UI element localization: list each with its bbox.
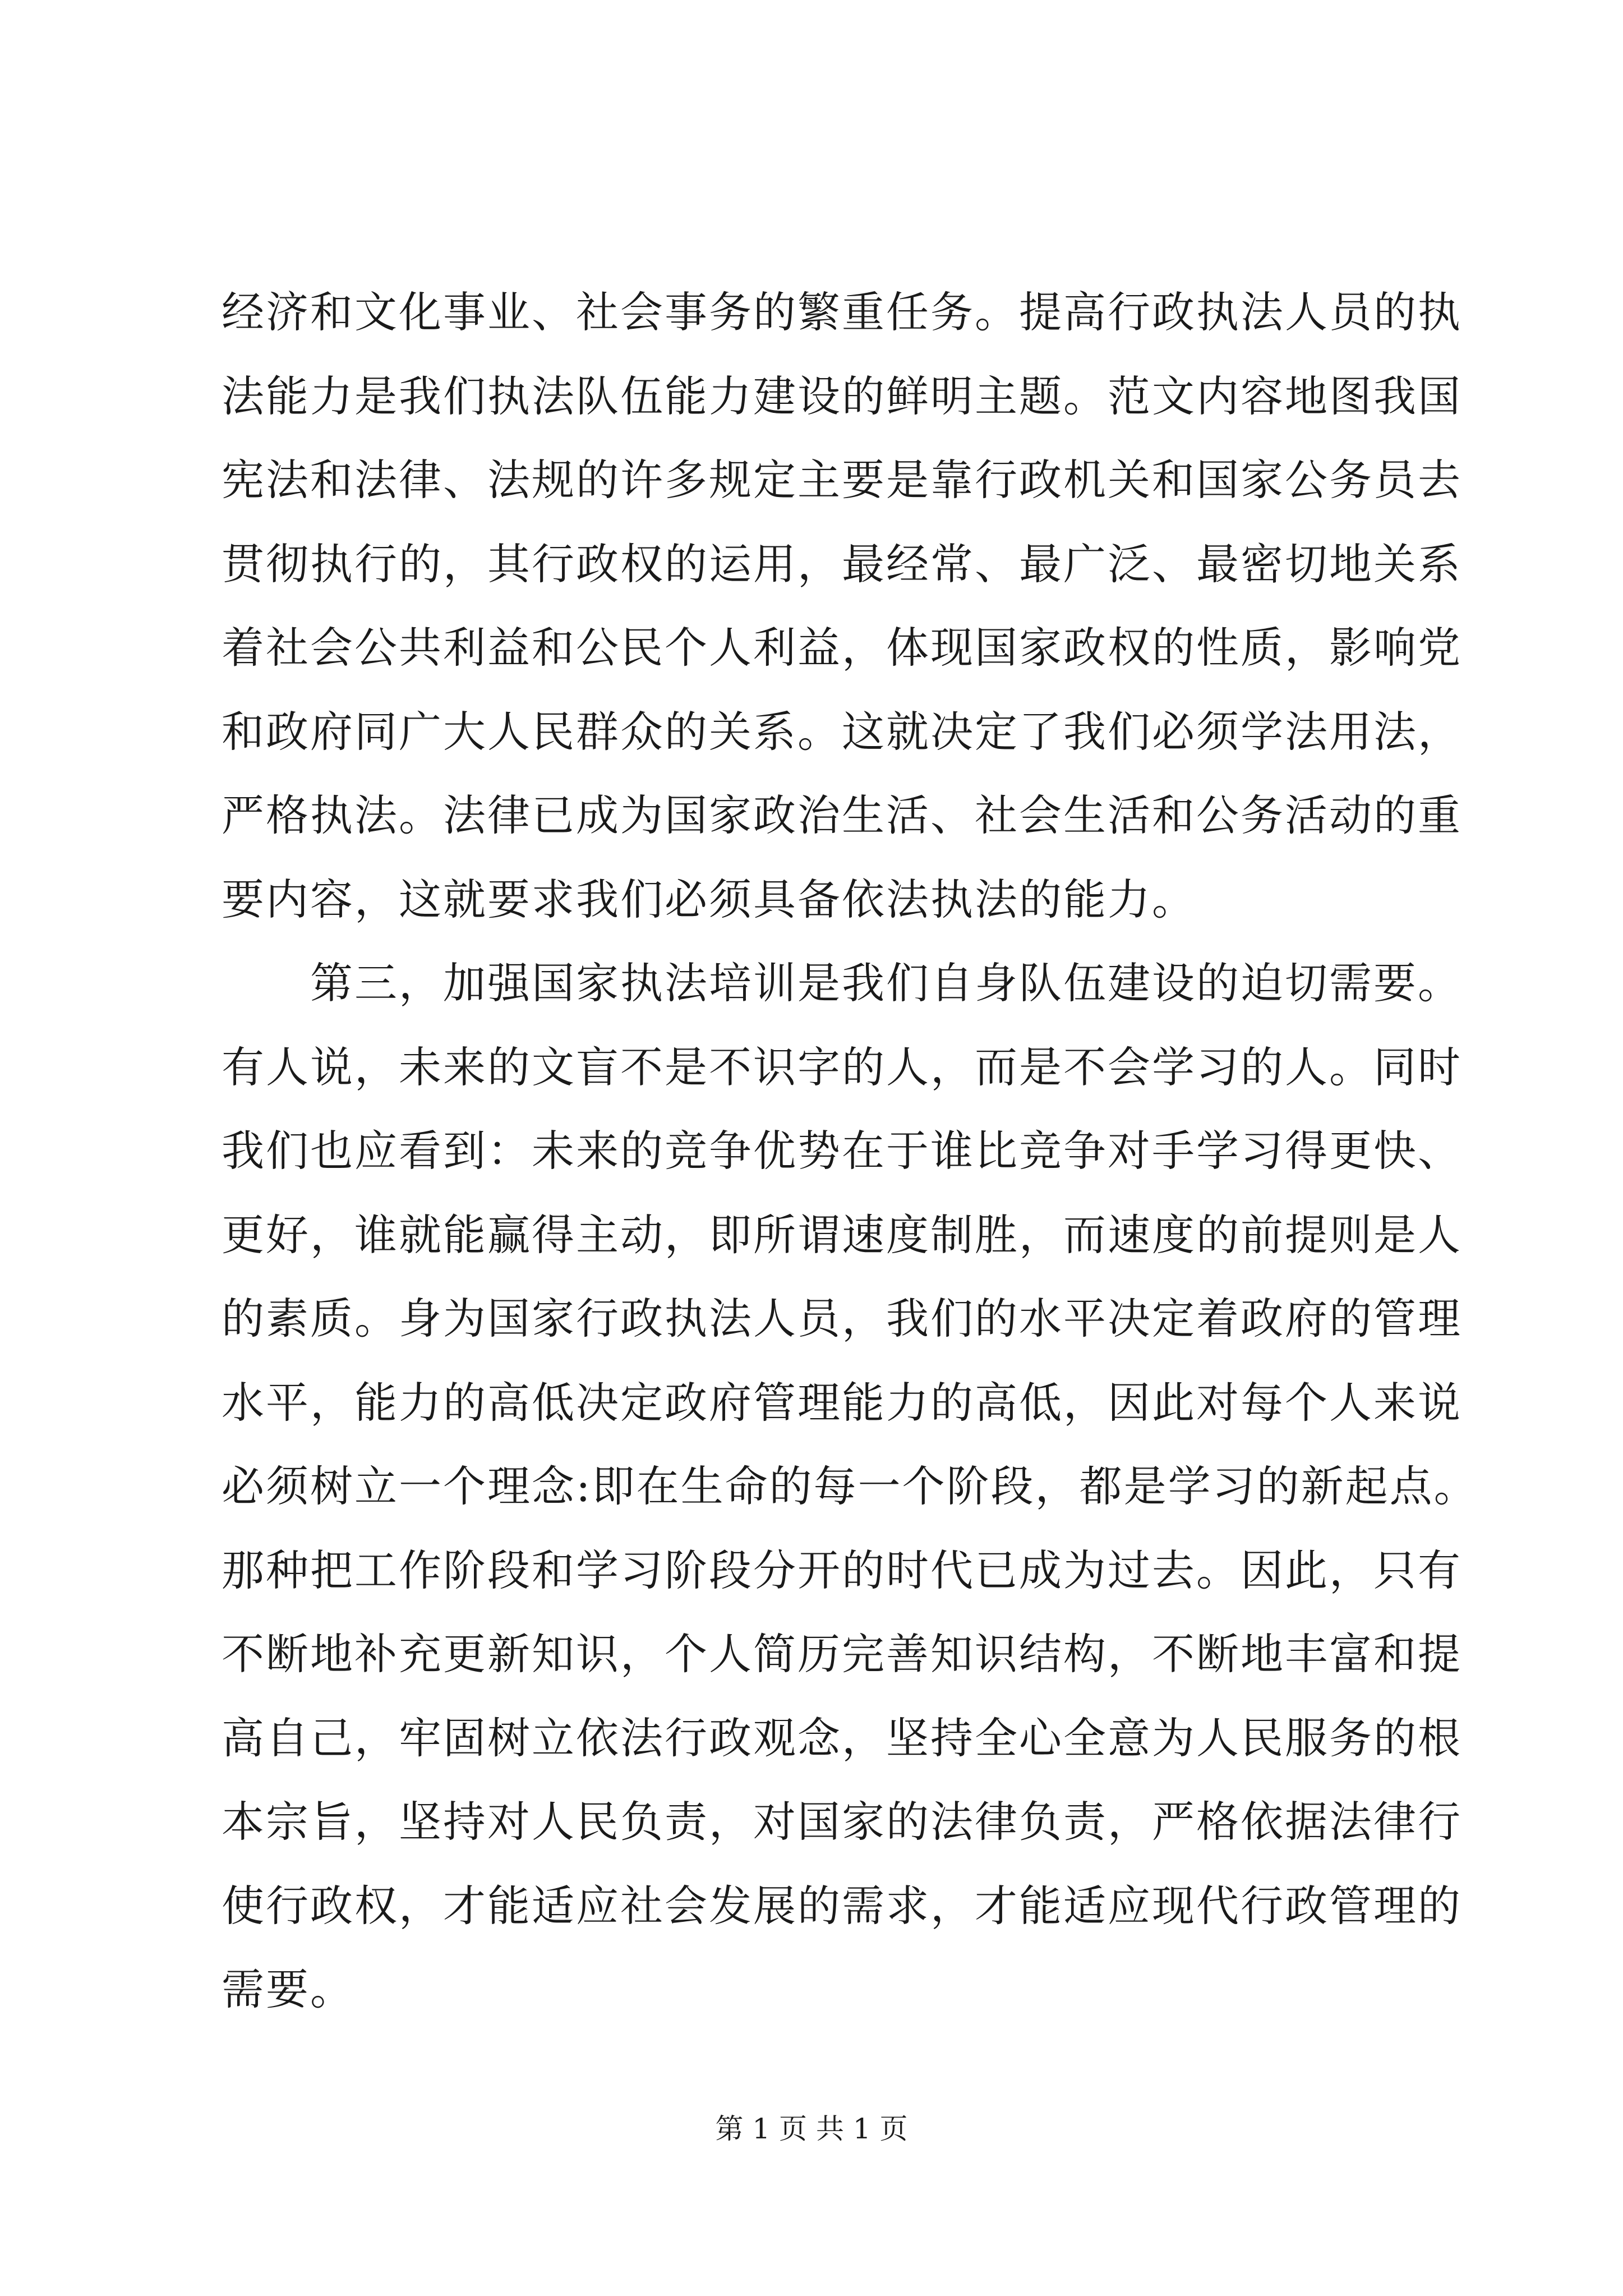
text-line: 宪法和法律、法规的许多规定主要是靠行政机关和国家公务员去 xyxy=(222,455,1462,505)
text-line: 不断地补充更新知识，个人简历完善知识结构，不断地丰富和提 xyxy=(222,1629,1462,1679)
text-line: 法能力是我们执法队伍能力建设的鲜明主题。范文内容地图我国 xyxy=(222,371,1462,421)
text-line: 必须树立一个理念:即在生命的每一个阶段，都是学习的新起点。 xyxy=(222,1461,1478,1511)
text-line: 和政府同广大人民群众的关系。这就决定了我们必须学法用法， xyxy=(222,706,1462,757)
text-line: 经济和文化事业、社会事务的繁重任务。提高行政执法人员的执 xyxy=(222,287,1462,337)
text-line: 本宗旨，坚持对人民负责，对国家的法律负责，严格依据法律行 xyxy=(222,1797,1462,1847)
text-line: 严格执法。法律已成为国家政治生活、社会生活和公务活动的重 xyxy=(222,790,1462,840)
text-line: 贯彻执行的，其行政权的运用，最经常、最广泛、最密切地关系 xyxy=(222,539,1462,589)
text-line: 要内容，这就要求我们必须具备依法执法的能力。 xyxy=(222,874,1196,924)
text-line: 使行政权，才能适应社会发展的需求，才能适应现代行政管理的 xyxy=(222,1880,1462,1931)
text-line: 的素质。身为国家行政执法人员，我们的水平决定着政府的管理 xyxy=(222,1294,1462,1343)
text-line: 那种把工作阶段和学习阶段分开的时代已成为过去。因此，只有 xyxy=(222,1545,1462,1595)
text-line: 高自己，牢固树立依法行政观念，坚持全心全意为人民服务的根 xyxy=(222,1713,1462,1763)
text-line: 需要。 xyxy=(222,1964,354,2014)
text-line: 更好，谁就能赢得主动，即所谓速度制胜，而速度的前提则是人 xyxy=(222,1209,1462,1260)
text-line: 着社会公共利益和公民个人利益，体现国家政权的性质，影响党 xyxy=(222,623,1462,673)
document-body xyxy=(222,270,1478,2032)
text-line: 我们也应看到：未来的竞争优势在于谁比竞争对手学习得更快、 xyxy=(222,1126,1462,1176)
text-line: 有人说，未来的文盲不是不识字的人，而是不会学习的人。同时 xyxy=(222,1042,1462,1092)
text-line: 第三，加强国家执法培训是我们自身队伍建设的迫切需要。 xyxy=(222,958,1462,1008)
page-footer: 第 1 页 共 1 页 xyxy=(715,2113,908,2145)
text-line: 水平，能力的高低决定政府管理能力的高低，因此对每个人来说 xyxy=(222,1377,1462,1428)
